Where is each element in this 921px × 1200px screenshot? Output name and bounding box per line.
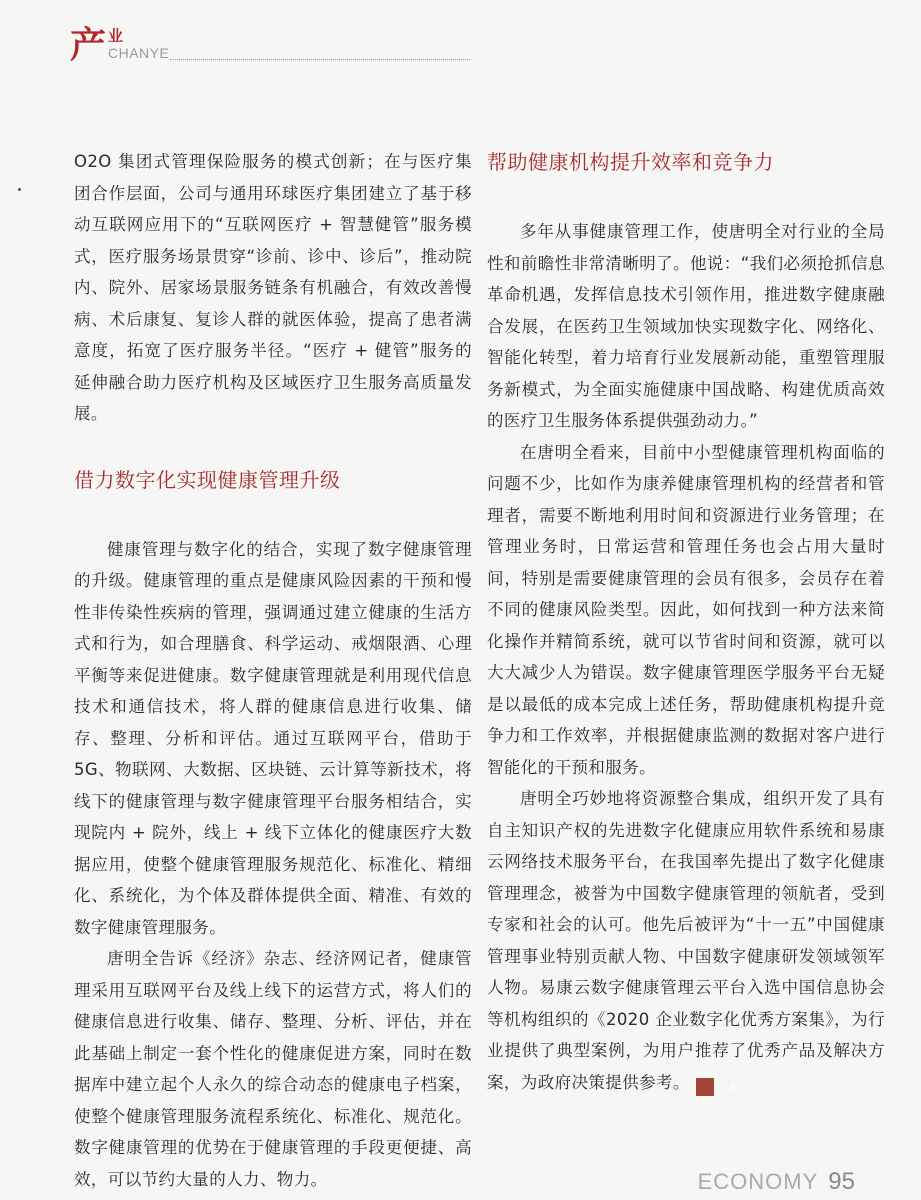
scan-speck	[18, 188, 21, 191]
page-footer	[698, 1168, 855, 1196]
body-paragraph-text: 唐明全巧妙地将资源整合集成，组织开发了具有自主知识产权的先进数字化健康应用软件系统和易康云网络技术服务平台，在我国率先提出了数字化健康管理理念，被誉为中国数字健康管理的领航者，受到专家和社会的认可。他先后被评为“十一五”中国健康管理事业特别贡献人物、中国数字健康研发领域领军人物。易康云数字健康管理云平台入选中国信息协会等机构组织的《2020 企业数字化优秀方案集》，为行业提供了典型案例，为用户推荐了优秀产品及解决方案，为政府决策提供参考。	[487, 789, 885, 1092]
end-mark-icon: E	[696, 1078, 714, 1096]
section-heading: 借力数字化实现健康管理升级	[74, 467, 341, 492]
left-column	[74, 146, 472, 1195]
body-paragraph: 唐明全告诉《经济》杂志、经济网记者，健康管理采用互联网平台及线上线下的运营方式，将人们的健康信息进行收集、储存、整理、分析、评估，并在此基础上制定一套个性化的健康促进方案，同时在数据库中建立起个人永久的综合动态的健康电子档案，使整个健康管理服务流程系统化、标准化、规范化。数字健康管理的优势在于健康管理的手段更便捷、高效，可以节约大量的人力、物力。	[74, 949, 472, 1189]
body-paragraph: 健康管理与数字化的结合，实现了数字健康管理的升级。健康管理的重点是健康风险因素的干预和慢性非传染性疾病的管理，强调通过建立健康的生活方式和行为，如合理膳食、科学运动、戒烟限酒、心理平衡等来促进健康。数字健康管理就是利用现代信息技术和通信技术，将人群的健康信息进行收集、储存、整理、分析和评估。通过互联网平台，借助于 5G、物联网、大数据、区块链、云计算等新技术，将线下的健康管理与数字健康管理平台服务相结合，实现院内 + 院外，线上 + 线下立体化的健康医疗大数据应用，使整个健康管理服务规范化、标准化、精细化、系统化，为个体及群体提供全面、精准、有效的数字健康管理服务。	[74, 539, 472, 937]
section-logo-char: 产	[70, 25, 107, 66]
header-divider	[170, 59, 470, 60]
section-header	[70, 26, 470, 66]
body-paragraph: O2O 集团式管理保险服务的模式创新；在与医疗集团合作层面，公司与通用环球医疗集团建立了基于移动互联网应用下的“互联网医疗 + 智慧健管”服务模式，医疗服务场景贯穿“诊前、诊中、诊后”，推动院内、院外、居家场景服务链条有机融合，有效改善慢病、术后康复、复诊人群的就医体验，提高了患者满意度，拓宽了医疗服务半径。“医疗 + 健管”服务的延伸融合助力医疗机构及区域医疗卫生服务高质量发展。	[74, 152, 472, 423]
body-paragraph-last	[487, 783, 885, 1098]
section-logo-small-char: 业	[108, 27, 124, 45]
magazine-name: ECONOMY	[697, 1169, 819, 1194]
page-number: 95	[828, 1168, 855, 1195]
body-paragraph: 多年从事健康管理工作，使唐明全对行业的全局性和前瞻性非常清晰明了。他说：“我们必须抢抓信息革命机遇，发挥信息技术引领作用，推进数字健康融合发展，在医药卫生领域加快实现数字化、网络化、智能化转型，着力培育行业发展新动能，重塑管理服务新模式，为全面实施健康中国战略、构建优质高效的医疗卫生服务体系提供强劲动力。”	[487, 222, 885, 430]
section-heading: 帮助健康机构提升效率和竞争力	[487, 150, 774, 174]
body-paragraph: 在唐明全看来，目前中小型健康管理机构面临的问题不少，比如作为康养健康管理机构的经营者和管理者，需要不断地利用时间和资源进行业务管理；在管理业务时，日常运营和管理任务也会占用大量时间，特别是需要健康管理的会员有很多，会员存在着不同的健康风险类型。因此，如何找到一种方法来简化操作并精简系统，就可以节省时间和资源，就可以大大减少人为错误。数字健康管理医学服务平台无疑是以最低的成本完成上述任务，帮助健康机构提升竞争力和工作效率，并根据健康监测的数据对客户进行智能化的干预和服务。	[487, 442, 885, 777]
section-latin-label: CHANYE	[108, 45, 170, 61]
right-column	[487, 146, 885, 1098]
